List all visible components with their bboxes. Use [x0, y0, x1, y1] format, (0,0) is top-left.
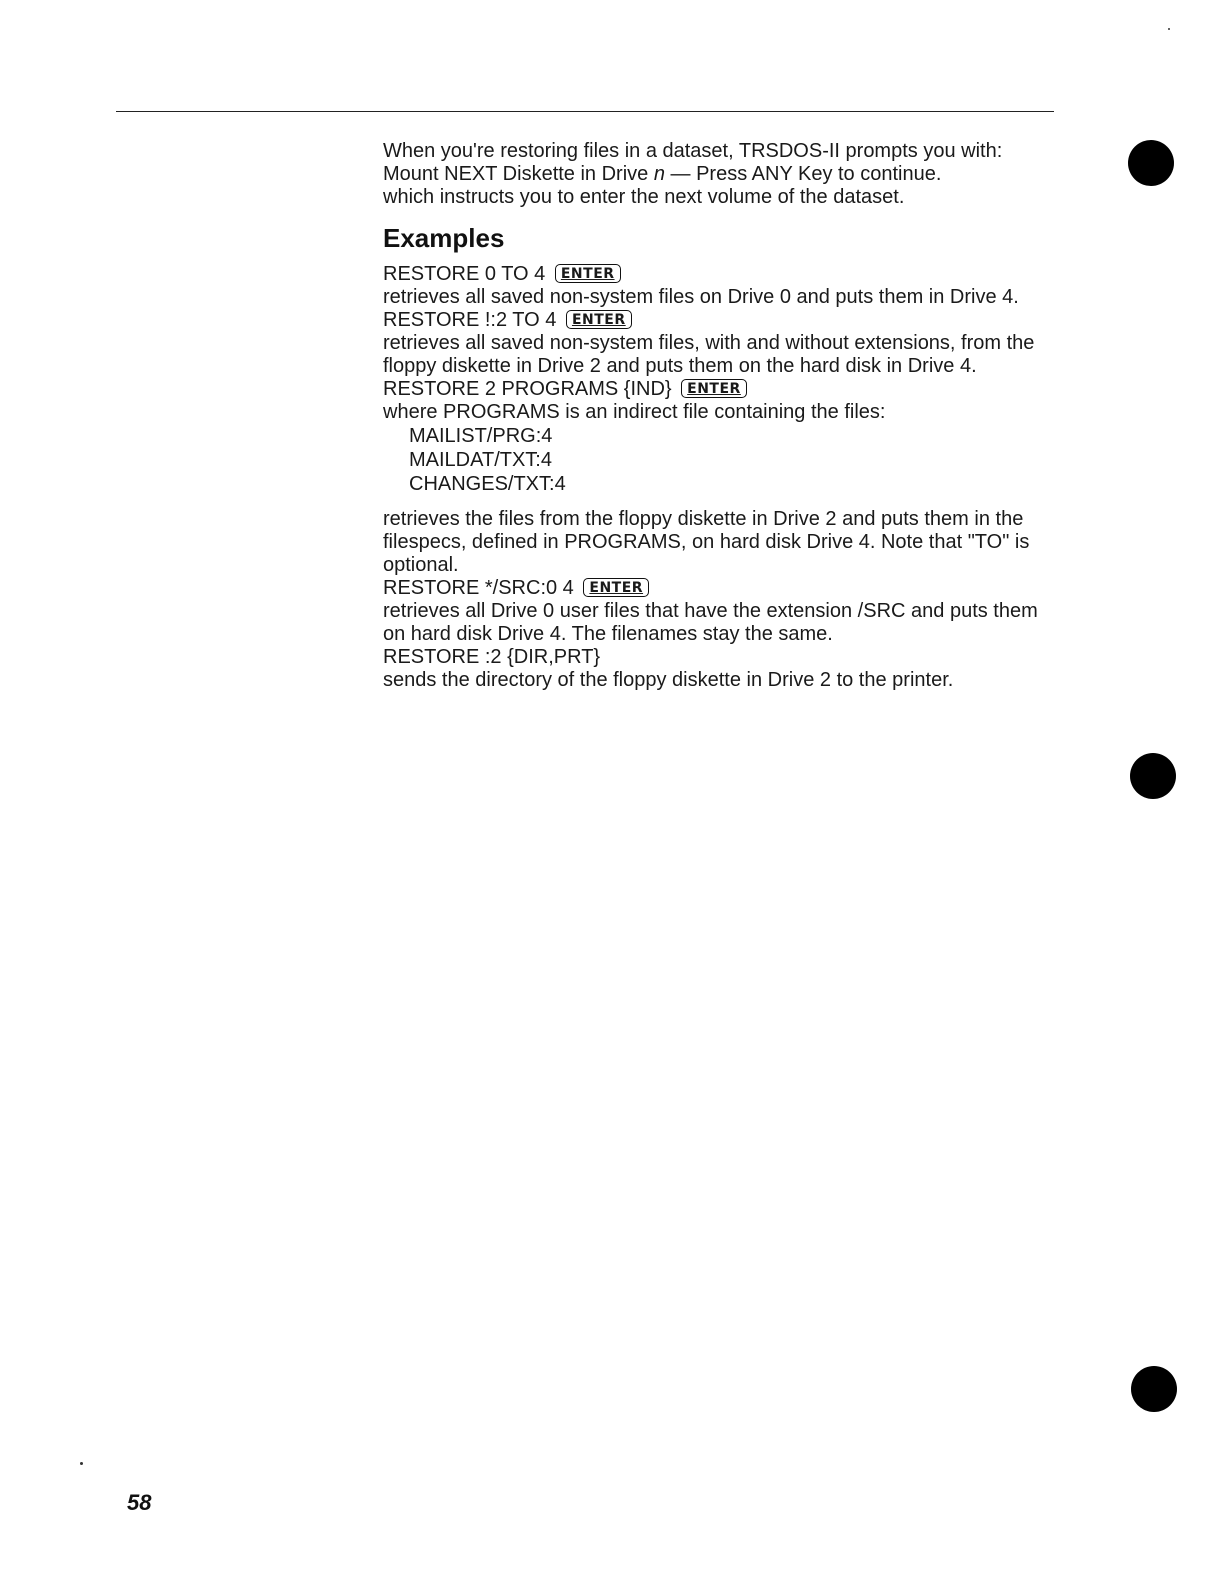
page-number: 58	[127, 1490, 152, 1515]
command-text: RESTORE 2 PROGRAMS {IND}	[383, 378, 672, 400]
command-description: where PROGRAMS is an indirect file containing the files:	[383, 401, 886, 423]
prompt-text: Mount NEXT Diskette in Drive	[383, 163, 654, 185]
header-rule	[116, 111, 1054, 112]
command-description: retrieves all Drive 0 user files that have the extension /SRC and puts them on hard disk Drive 4. The filenames stay the same.	[383, 600, 1038, 645]
command-description: retrieves all saved non-system files on Drive 0 and puts them in Drive 4.	[383, 286, 1019, 308]
enter-key-icon: ENTER	[566, 310, 632, 329]
command-line	[383, 378, 1063, 401]
prompt-message	[383, 163, 1063, 186]
command-description: retrieves the files from the floppy diskette in Drive 2 and puts them in the filespecs, defined in PROGRAMS, on hard disk Drive 4. Note that "TO" is optional.	[383, 508, 1030, 576]
page-content	[383, 140, 1063, 692]
binder-hole-icon	[1128, 140, 1174, 186]
binder-hole-icon	[1130, 753, 1176, 799]
section-heading: Examples	[383, 223, 505, 253]
command-line	[383, 263, 1063, 286]
prompt-text-end: — Press ANY Key to continue.	[664, 163, 942, 185]
file-list-item: CHANGES/TXT:4	[409, 473, 566, 495]
scan-speck	[80, 1462, 83, 1465]
command-line	[383, 646, 1063, 669]
file-list	[409, 424, 1063, 496]
command-text: RESTORE */SRC:0 4	[383, 577, 574, 599]
enter-key-icon: ENTER	[583, 578, 649, 597]
command-text: RESTORE !:2 TO 4	[383, 309, 557, 331]
binder-hole-icon	[1131, 1366, 1177, 1412]
command-description: sends the directory of the floppy diskette in Drive 2 to the printer.	[383, 669, 954, 691]
intro-paragraph: When you're restoring files in a dataset, TRSDOS-II prompts you with:	[383, 140, 1003, 162]
file-list-item: MAILIST/PRG:4	[409, 425, 553, 447]
enter-key-icon: ENTER	[555, 264, 621, 283]
command-line	[383, 309, 1063, 332]
command-text: RESTORE 0 TO 4	[383, 263, 546, 285]
command-description: retrieves all saved non-system files, with and without extensions, from the floppy diskette in Drive 2 and puts them on the hard disk in Drive 4.	[383, 332, 1035, 377]
command-text: RESTORE :2 {DIR,PRT}	[383, 646, 601, 668]
scan-speck	[1168, 28, 1170, 30]
intro-followup: which instructs you to enter the next volume of the dataset.	[383, 186, 905, 208]
prompt-variable: n	[653, 163, 665, 185]
enter-key-icon: ENTER	[681, 379, 747, 398]
file-list-item: MAILDAT/TXT:4	[409, 449, 552, 471]
command-line	[383, 577, 1063, 600]
